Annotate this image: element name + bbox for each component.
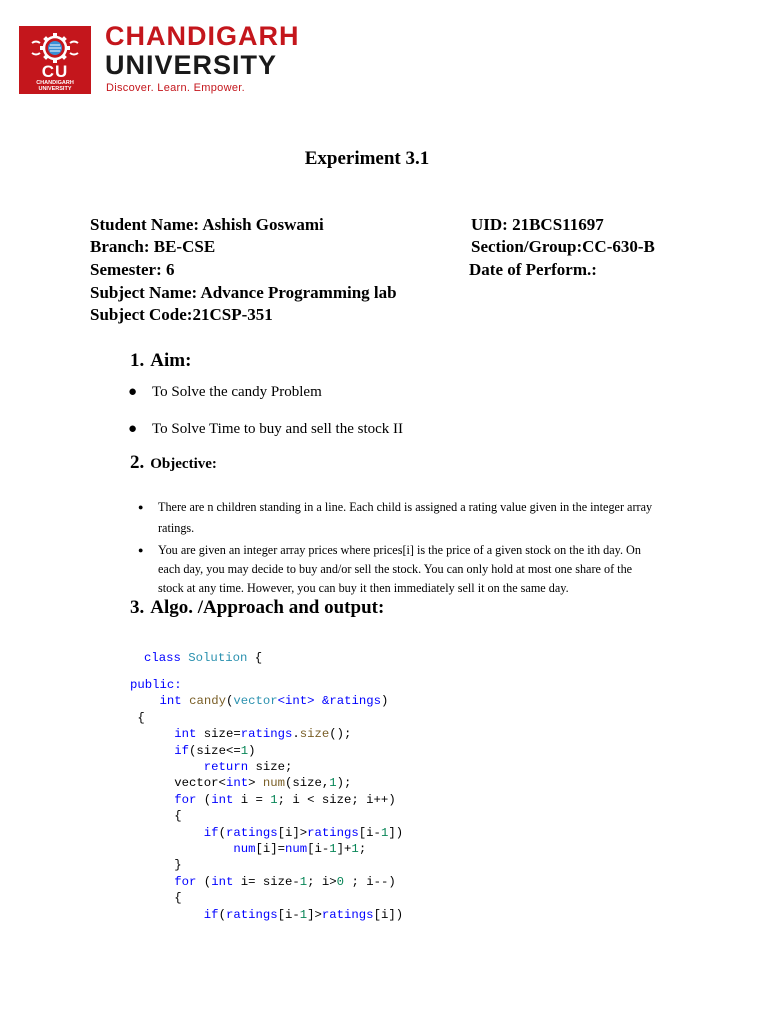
- code-line: if(ratings[i-1]>ratings[i]): [203, 907, 404, 922]
- university-name-line2: UNIVERSITY: [105, 50, 278, 80]
- section-group: Section/Group:CC-630-B: [471, 237, 655, 256]
- approach-heading: 3. Algo. /Approach and output:: [130, 597, 385, 618]
- code-class-declaration: class Solution {: [144, 651, 263, 665]
- subject-code: Subject Code:21CSP-351: [90, 305, 273, 324]
- gear-globe-icon: [29, 31, 81, 65]
- objective-item: ● There are n children standing in a line. Each child is assigned a rating value given in the integer array ratings.: [158, 497, 678, 538]
- bullet-icon: ●: [128, 421, 138, 437]
- code-block: [130, 677, 403, 923]
- aim-item: ● To Solve the candy Problem: [128, 384, 322, 400]
- university-tagline: Discover. Learn. Empower.: [106, 82, 245, 94]
- semester: Semester: 6: [90, 260, 175, 279]
- code-line: if(size<=1): [174, 743, 256, 758]
- university-name-line1: CHANDIGARH: [105, 21, 300, 51]
- experiment-title: Experiment 3.1: [304, 148, 430, 169]
- subject-name: Subject Name: Advance Programming lab: [90, 283, 397, 302]
- student-uid: UID: 21BCS11697: [471, 215, 604, 234]
- university-emblem: [19, 26, 91, 94]
- code-line: for (int i = 1; i < size; i++): [174, 792, 396, 807]
- code-line: {: [130, 710, 145, 725]
- emblem-caption: CHANDIGARH UNIVERSITY: [36, 80, 74, 92]
- code-line: if(ratings[i]>ratings[i-1]): [203, 825, 404, 840]
- bullet-icon: ●: [128, 384, 138, 400]
- bullet-icon: ●: [138, 502, 144, 512]
- student-name: Student Name: Ashish Goswami: [90, 215, 324, 234]
- code-line: {: [130, 809, 182, 824]
- code-line: {: [130, 891, 182, 906]
- bullet-icon: ●: [138, 545, 144, 555]
- code-line: vector<int> num(size,1);: [130, 776, 352, 791]
- emblem-abbreviation: CU: [41, 62, 69, 81]
- branch: Branch: BE-CSE: [90, 237, 216, 256]
- code-line: int candy(vector<int> &ratings): [159, 694, 389, 709]
- code-line: int size=ratings.size();: [174, 727, 352, 742]
- objective-item: ● You are given an integer array prices where prices[i] is the price of a given stock on the ith day. On each day, you may decide to buy and/or sell the stock. You can only hold at most one share of the stock at any time. However, you can buy it then immediately sell it on the same day.: [138, 543, 641, 595]
- university-name: [105, 22, 300, 80]
- code-line: public:: [130, 678, 182, 692]
- code-line: for (int i= size-1; i>0 ; i--): [174, 874, 396, 889]
- code-line: return size;: [203, 760, 293, 775]
- objective-heading: 2. Objective:: [130, 452, 217, 473]
- aim-item: ● To Solve Time to buy and sell the stock II: [128, 421, 404, 437]
- aim-heading: 1. Aim:: [130, 350, 192, 371]
- code-line: }: [130, 858, 182, 873]
- date-of-perform: Date of Perform.:: [469, 260, 597, 279]
- code-line: num[i]=num[i-1]+1;: [233, 842, 367, 857]
